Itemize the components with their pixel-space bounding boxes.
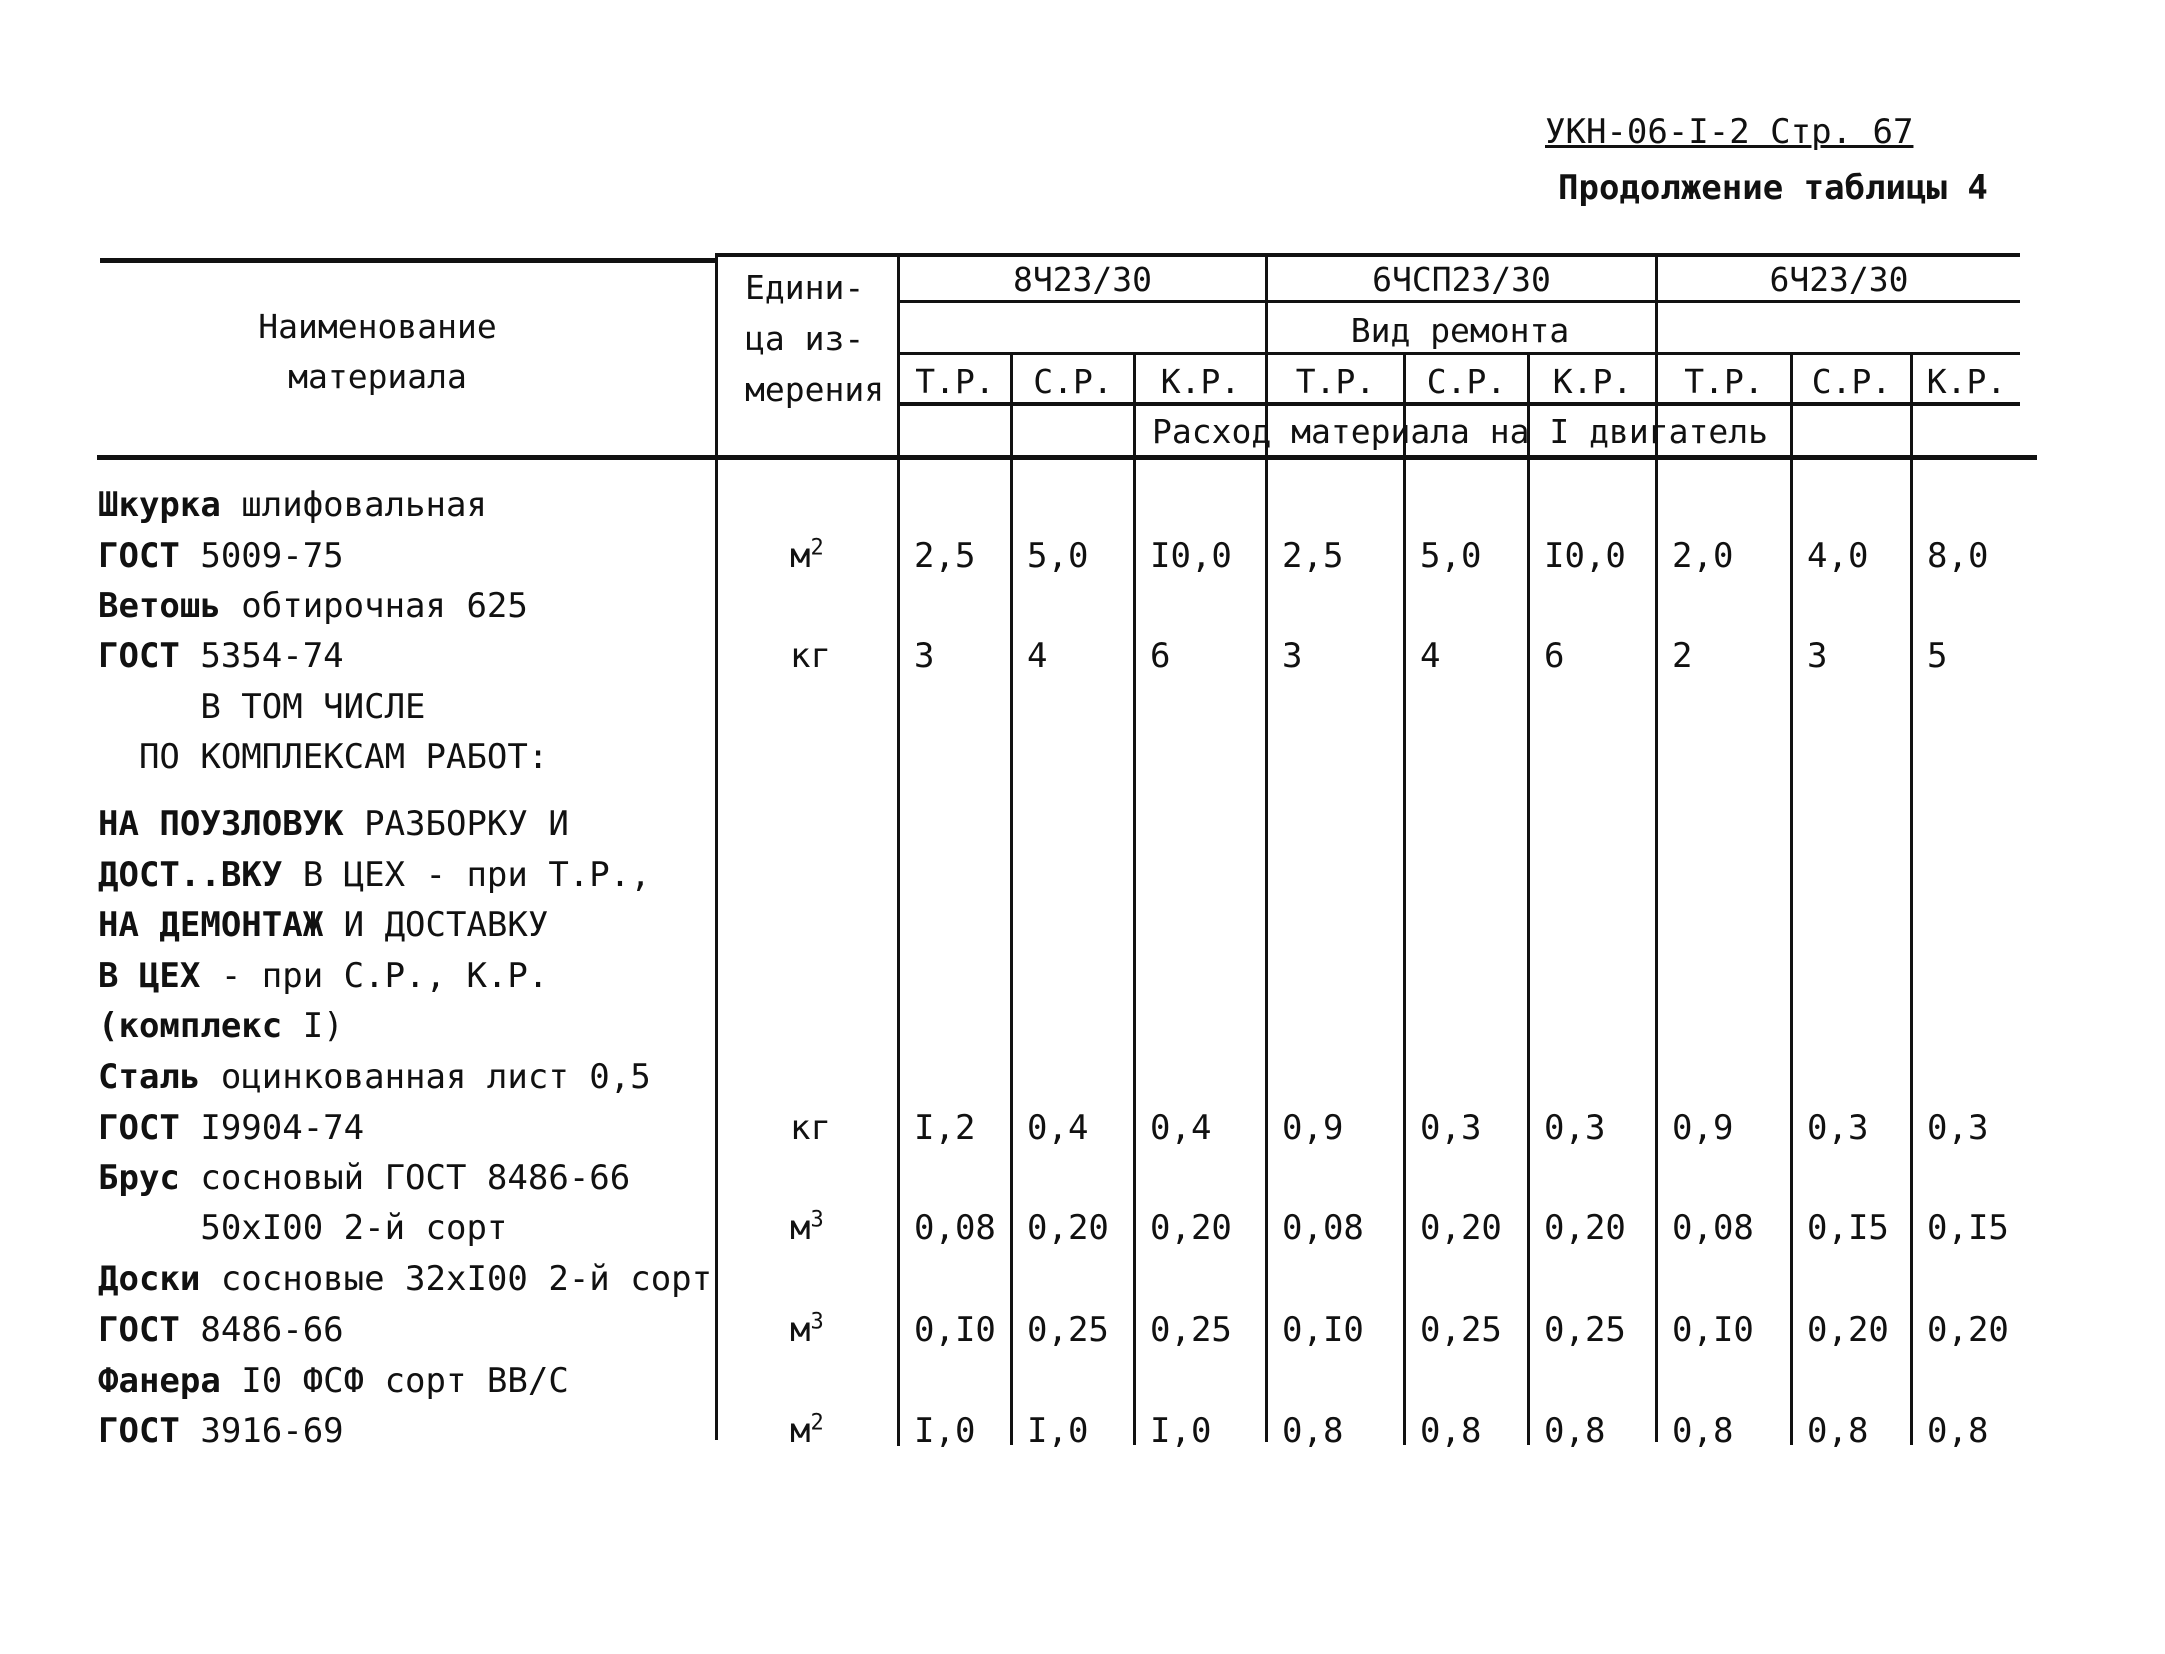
consumption-header: Расход материала на I двигатель — [1152, 412, 1768, 451]
material-line-text: 3916-69 — [179, 1411, 344, 1451]
value-cell: 0,08 — [1672, 1208, 1754, 1248]
value-cell: 0,4 — [1150, 1108, 1212, 1148]
material-line-text: 8486-66 — [179, 1310, 344, 1350]
material-line-bold: Брус — [98, 1158, 180, 1198]
material-line-text: ПО КОМПЛЕКСАМ РАБОТ: — [98, 737, 549, 777]
material-line-bold: Ветошь — [98, 586, 221, 626]
value-cell: 0,08 — [1282, 1208, 1364, 1248]
material-line — [98, 687, 426, 727]
value-cell: 0,4 — [1027, 1108, 1089, 1148]
engine-header-2: 6ЧСП23/30 — [1372, 260, 1551, 299]
unit-exponent: 3 — [810, 1207, 824, 1233]
value-cell: 0,20 — [1027, 1208, 1109, 1248]
value-cell: I,0 — [1150, 1411, 1212, 1451]
value-cell: 2,5 — [1282, 536, 1344, 576]
value-cell: 0,20 — [1807, 1310, 1889, 1350]
unit-exponent: 2 — [810, 535, 824, 561]
value-cell: 6 — [1544, 636, 1565, 676]
col-divider-8 — [1910, 355, 1913, 1445]
value-cell: 0,I0 — [1282, 1310, 1364, 1350]
material-line — [98, 636, 344, 676]
value-cell: 0,9 — [1282, 1108, 1344, 1148]
engine-header-3: 6Ч23/30 — [1769, 260, 1909, 299]
material-line — [98, 1310, 344, 1350]
value-cell: 0,08 — [914, 1208, 996, 1248]
value-cell: 0,25 — [1027, 1310, 1109, 1350]
material-line-bold: ГОСТ — [98, 636, 180, 676]
repair-type-rule — [900, 352, 2020, 355]
col-divider-2 — [1133, 355, 1136, 1445]
material-line-bold: ГОСТ — [98, 1411, 180, 1451]
value-cell: 2,5 — [914, 536, 976, 576]
value-cell: 5,0 — [1420, 536, 1482, 576]
value-cell: 3 — [1282, 636, 1303, 676]
document-reference: УКН-06-I-2 Стр. 67 — [1545, 112, 1914, 152]
repair-col-header-2: С.Р. — [1033, 362, 1113, 401]
material-line-bold: В ЦЕХ — [98, 956, 201, 996]
name-header-line-2: материала — [288, 357, 467, 396]
material-line-bold: ДОСТ..ВКУ — [98, 855, 283, 895]
material-line — [98, 855, 651, 895]
value-cell: 0,8 — [1807, 1411, 1869, 1451]
material-line-bold: НА ДЕМОНТАЖ — [98, 905, 324, 945]
material-line-bold: Фанера — [98, 1361, 221, 1401]
material-line-text: I) — [282, 1006, 344, 1046]
material-line-text: сосновый ГОСТ 8486-66 — [179, 1158, 631, 1198]
repair-col-header-3: К.Р. — [1160, 362, 1241, 401]
repair-col-header-5: С.Р. — [1426, 362, 1507, 401]
material-line-text: шлифовальная — [220, 485, 487, 525]
material-line — [98, 905, 548, 945]
value-cell: 0,I0 — [914, 1310, 996, 1350]
repair-col-header-6: К.Р. — [1552, 362, 1633, 401]
value-cell: I0,0 — [1150, 536, 1232, 576]
repair-col-header-1: Т.Р. — [915, 362, 995, 401]
material-line — [98, 1006, 344, 1046]
unit-header-line-3: мерения — [745, 370, 885, 409]
unit-cell: $м^2$ — [790, 1410, 824, 1451]
material-line-bold: (комплекс — [98, 1006, 283, 1046]
material-line — [98, 536, 344, 576]
material-line — [98, 1259, 712, 1299]
material-line — [98, 1108, 364, 1148]
material-line-text: 5009-75 — [179, 536, 344, 576]
material-line — [98, 1158, 630, 1198]
value-cell: 0,3 — [1420, 1108, 1482, 1148]
material-line-bold: ГОСТ — [98, 1310, 180, 1350]
material-line — [98, 804, 569, 844]
table-top-rule-right — [715, 253, 2020, 257]
engine-header-rule — [900, 300, 2020, 303]
material-line-text: РАЗБОРКУ И — [343, 804, 569, 844]
value-cell: 0,8 — [1927, 1411, 1989, 1451]
value-cell: 3 — [914, 636, 935, 676]
repair-col-header-9: К.Р. — [1926, 362, 2007, 401]
value-cell: 0,8 — [1420, 1411, 1482, 1451]
value-cell: 4 — [1420, 636, 1441, 676]
unit-exponent: 2 — [810, 1410, 824, 1436]
unit-cell: кг — [790, 1108, 831, 1148]
value-cell: 0,25 — [1544, 1310, 1626, 1350]
col-divider-4 — [1403, 355, 1406, 1445]
value-cell: 0,I5 — [1807, 1208, 1889, 1248]
repair-col-header-7: Т.Р. — [1684, 362, 1764, 401]
value-cell: 2,0 — [1672, 536, 1734, 576]
material-line-text: оцинкованная лист 0,5 — [200, 1057, 651, 1097]
value-cell: 0,20 — [1420, 1208, 1502, 1248]
material-line-text: сосновые 32хI00 2-й сорт — [200, 1259, 713, 1299]
material-line — [98, 1208, 507, 1248]
material-line — [98, 1361, 569, 1401]
repair-col-header-4: Т.Р. — [1295, 362, 1376, 401]
material-line-text: 50хI00 2-й сорт — [98, 1208, 508, 1248]
col-divider-1 — [1010, 355, 1013, 1445]
value-cell: 4 — [1027, 636, 1048, 676]
value-cell: 0,I0 — [1672, 1310, 1754, 1350]
material-line-bold: ГОСТ — [98, 536, 180, 576]
unit-cell: кг — [790, 636, 831, 676]
material-line-bold: Шкурка — [98, 485, 221, 525]
value-cell: 0,8 — [1672, 1411, 1734, 1451]
material-line-text: 5354-74 — [179, 636, 344, 676]
table-top-rule — [100, 258, 715, 263]
value-cell: 0,20 — [1150, 1208, 1232, 1248]
value-cell: I,0 — [914, 1411, 976, 1451]
value-cell: 5,0 — [1027, 536, 1089, 576]
value-cell: 0,25 — [1150, 1310, 1232, 1350]
header-bottom-rule — [97, 455, 2037, 460]
material-line-text: I0 ФСФ сорт ВВ/С — [220, 1361, 569, 1401]
material-line-text: И ДОСТАВКУ — [323, 905, 549, 945]
value-cell: 5 — [1927, 636, 1948, 676]
value-cell: 0,9 — [1672, 1108, 1734, 1148]
material-line-text: I9904-74 — [179, 1108, 365, 1148]
material-line — [98, 1057, 651, 1097]
value-cell: 0,3 — [1807, 1108, 1869, 1148]
unit-cell: $м^3$ — [790, 1207, 824, 1248]
unit-cell: $м^2$ — [790, 535, 824, 576]
value-cell: 4,0 — [1807, 536, 1869, 576]
value-cell: 0,I5 — [1927, 1208, 2009, 1248]
engine-header-1: 8Ч23/30 — [1012, 260, 1153, 299]
value-cell: 0,25 — [1420, 1310, 1502, 1350]
value-cell: 0,20 — [1927, 1310, 2009, 1350]
value-cell: 2 — [1672, 636, 1693, 676]
repair-col-header-8: С.Р. — [1811, 362, 1892, 401]
value-cell: I,0 — [1027, 1411, 1089, 1451]
name-column-header — [240, 302, 515, 402]
table-continuation-label: Продолжение таблицы 4 — [1558, 168, 1988, 208]
value-cell: 3 — [1807, 636, 1828, 676]
unit-cell: $м^3$ — [790, 1309, 824, 1350]
material-line-bold: НА ПОУЗЛОВУК — [98, 804, 344, 844]
value-cell: 8,0 — [1927, 536, 1989, 576]
repair-type-header: Вид ремонта — [1350, 311, 1570, 350]
repair-cols-rule — [900, 402, 2020, 406]
unit-header-line-2: ца из- — [745, 319, 865, 358]
value-cell: 0,8 — [1282, 1411, 1344, 1451]
material-line-bold: Сталь — [98, 1057, 201, 1097]
material-line — [98, 1411, 344, 1451]
name-unit-divider — [715, 253, 718, 1440]
col-divider-5 — [1527, 355, 1530, 1445]
unit-exponent: 3 — [810, 1309, 824, 1335]
material-line-text: В ЦЕХ - при Т.Р., — [282, 855, 651, 895]
material-line-bold: ГОСТ — [98, 1108, 180, 1148]
material-line-bold: Доски — [98, 1259, 201, 1299]
value-cell: 0,3 — [1544, 1108, 1606, 1148]
material-line — [98, 485, 487, 525]
value-cell: I0,0 — [1544, 536, 1626, 576]
material-line-text: В ТОМ ЧИСЛЕ — [98, 687, 426, 727]
value-cell: 0,8 — [1544, 1411, 1606, 1451]
material-line-text: - при С.Р., К.Р. — [200, 956, 549, 996]
value-cell: I,2 — [914, 1108, 976, 1148]
name-header-line-1: Наименование — [258, 307, 497, 346]
material-line — [98, 586, 528, 626]
unit-header-line-1: Едини- — [745, 268, 865, 307]
material-line-text: обтирочная 625 — [220, 586, 528, 626]
value-cell: 6 — [1150, 636, 1171, 676]
material-line — [98, 737, 548, 777]
value-cell: 0,20 — [1544, 1208, 1626, 1248]
unit-column-header — [745, 262, 905, 415]
material-line — [98, 956, 548, 996]
value-cell: 0,3 — [1927, 1108, 1989, 1148]
col-divider-7 — [1790, 355, 1793, 1445]
